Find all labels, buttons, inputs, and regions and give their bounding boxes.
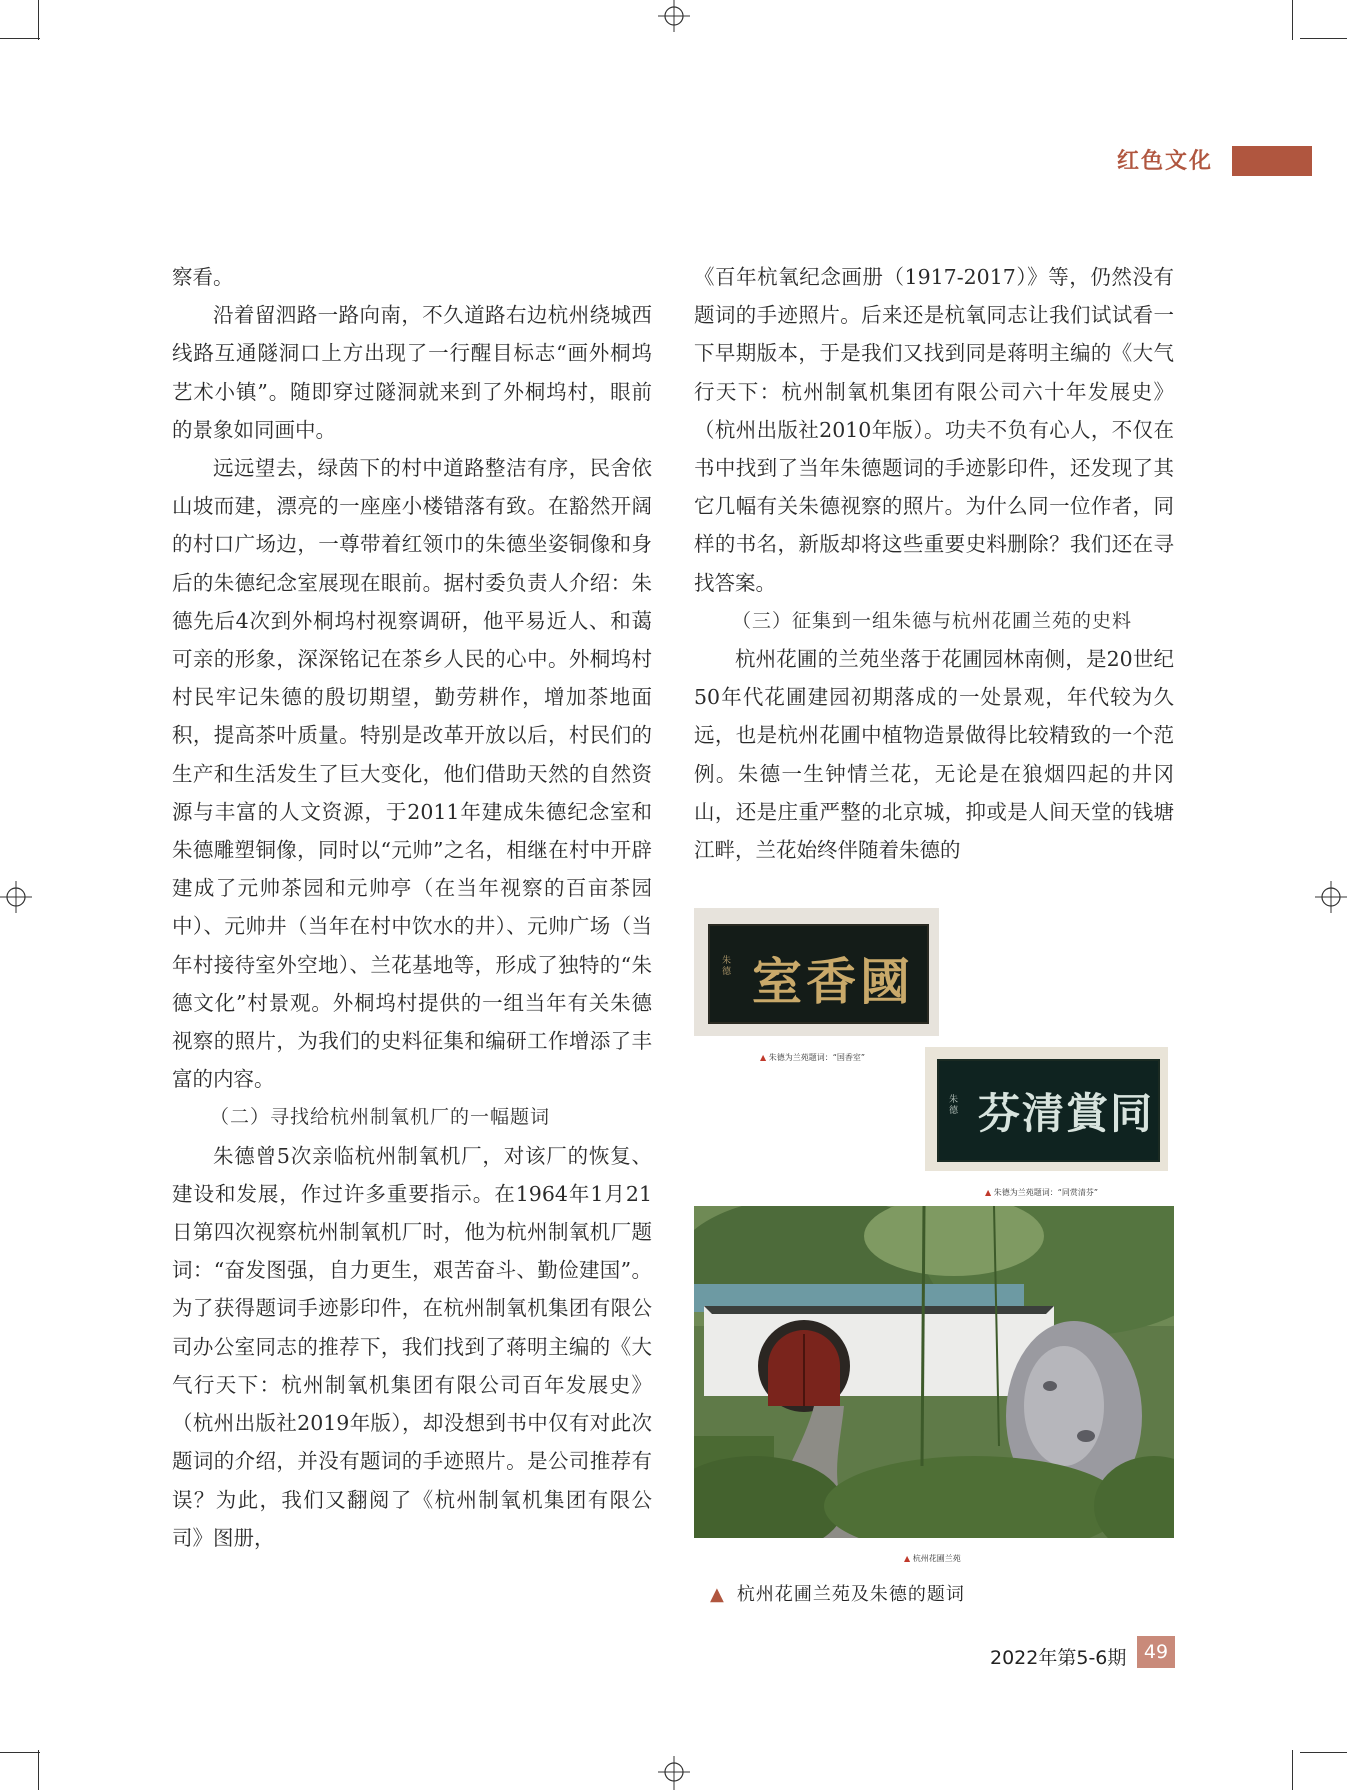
crop-mark [38, 1750, 39, 1790]
triangle-icon: ▲ [710, 1584, 725, 1605]
plaque-signature: 朱德 [949, 1095, 959, 1116]
figure-caption: ▲ 朱德为兰苑题词：“国香室” [760, 1053, 865, 1062]
section-heading: （二）寻找给杭州制氧机厂的一幅题词 [210, 1106, 551, 1129]
registration-mark-icon [654, 0, 694, 40]
plaque-inscription: 同賞清芬 [977, 1089, 1154, 1138]
paragraph: 沿着留泗路一路向南，不久道路右边杭州绕城西线路互通隧洞口上方出现了一行醒目标志“画外桐坞艺术小镇”。随即穿过隧洞就来到了外桐坞村，眼前的景象如同画中。 [172, 303, 652, 442]
crop-mark [1300, 38, 1347, 39]
paragraph: 察看。 [172, 265, 234, 289]
issue-label: 2022年第5-6期 [990, 1647, 1127, 1669]
section-heading: （三）征集到一组朱德与杭州花圃兰苑的史料 [732, 609, 1133, 632]
crop-mark [38, 0, 39, 40]
crop-mark [0, 38, 40, 39]
registration-mark-icon [0, 877, 40, 917]
crop-mark [1292, 1750, 1293, 1790]
crop-mark [0, 1752, 40, 1753]
paragraph: 远远望去，绿茵下的村中道路整洁有序，民舍依山坡而建，漂亮的一座座小楼错落有致。在豁然开阔的村口广场边，一尊带着红领巾的朱德坐姿铜像和身后的朱德纪念室展现在眼前。据村委负责人介绍：朱德先后4次到外桐坞村视察调研，他平易近人、和蔼可亲的形象，深深铭记在茶乡人民的心中。外桐坞村村民牢记朱德的殷切期望，勤劳耕作，增加茶地面积，提高茶叶质量。特别是改革开放以后，村民们的生产和生活发生了巨大变化，他们借助天然的自然资源与丰富的人文资源，于2011年建成朱德纪念室和朱德雕塑铜像，同时以“元帅”之名，相继在村中开辟建成了元帅茶园和元帅亭（在当年视察的百亩茶园中）、元帅井（当年在村中饮水的井）、元帅广场（当年村接待室外空地）、兰花基地等，形成了独特的“朱德文化”村景观。外桐坞村提供的一组当年有关朱德视察的照片，为我们的史料征集和编研工作增添了丰富的内容。 [172, 456, 652, 1092]
garden-photo [694, 1206, 1174, 1538]
plaque-photo-guoxiangshi [694, 908, 939, 1036]
section-color-bar [1232, 146, 1312, 176]
figure-caption: ▲ 朱德为兰苑题词：“同赏清芬” [985, 1188, 1098, 1197]
plaque-photo-tongshangqingfen [925, 1047, 1168, 1171]
plaque-board [937, 1059, 1160, 1162]
paragraph: 杭州花圃的兰苑坐落于花圃园林南侧，是20世纪50年代花圃建园初期落成的一处景观，年代较为久远，也是杭州花圃中植物造景做得比较精致的一个范例。朱德一生钟情兰花，无论是在狼烟四起的井冈山，还是庄重严整的北京城，抑或是人间天堂的钱塘江畔，兰花始终伴随着朱德的 [694, 647, 1174, 863]
crop-mark [1300, 1752, 1347, 1753]
plaque-board [708, 924, 929, 1024]
paragraph: 《百年杭氧纪念画册（1917-2017）》等，仍然没有题词的手迹照片。后来还是杭氧同志让我们试试看一下早期版本，于是我们又找到同是蒋明主编的《大气行天下：杭州制氧机集团有限公司六十年发展史》（杭州出版社2010年版）。功夫不负有心人，不仅在书中找到了当年朱德题词的手迹影印件，还发现了其它几幅有关朱德视察的照片。为什么同一位作者，同样的书名，新版却将这些重要史料删除？我们还在寻找答案。 [694, 265, 1174, 595]
figure-group-caption: ▲ 杭州花圃兰苑及朱德的题词 [710, 1584, 965, 1605]
page-number: 49 [1137, 1636, 1175, 1668]
left-column [172, 258, 652, 1557]
registration-mark-icon [654, 1750, 694, 1790]
section-title: 红色文化 [1117, 149, 1214, 174]
garden-scene [694, 1206, 1174, 1538]
figure-caption: ▲ 杭州花圃兰苑 [904, 1554, 961, 1563]
crop-mark [1292, 0, 1293, 40]
plaque-inscription: 國香室 [752, 952, 914, 1011]
right-column [694, 258, 1174, 869]
registration-mark-icon [1307, 877, 1347, 917]
plaque-signature: 朱德 [722, 956, 732, 977]
paragraph: 朱德曾5次亲临杭州制氧机厂，对该厂的恢复、建设和发展，作过许多重要指示。在1964年1月21日第四次视察杭州制氧机厂时，他为杭州制氧机厂题词：“奋发图强，自力更生，艰苦奋斗、勤俭建国”。为了获得题词手迹影印件，在杭州制氧机集团有限公司办公室同志的推荐下，我们找到了蒋明主编的《大气行天下：杭州制氧机集团有限公司百年发展史》（杭州出版社2019年版），却没想到书中仅有对此次题词的介绍，并没有题词的手迹照片。是公司推荐有误？为此，我们又翻阅了《杭州制氧机集团有限公司》图册， [172, 1143, 652, 1550]
